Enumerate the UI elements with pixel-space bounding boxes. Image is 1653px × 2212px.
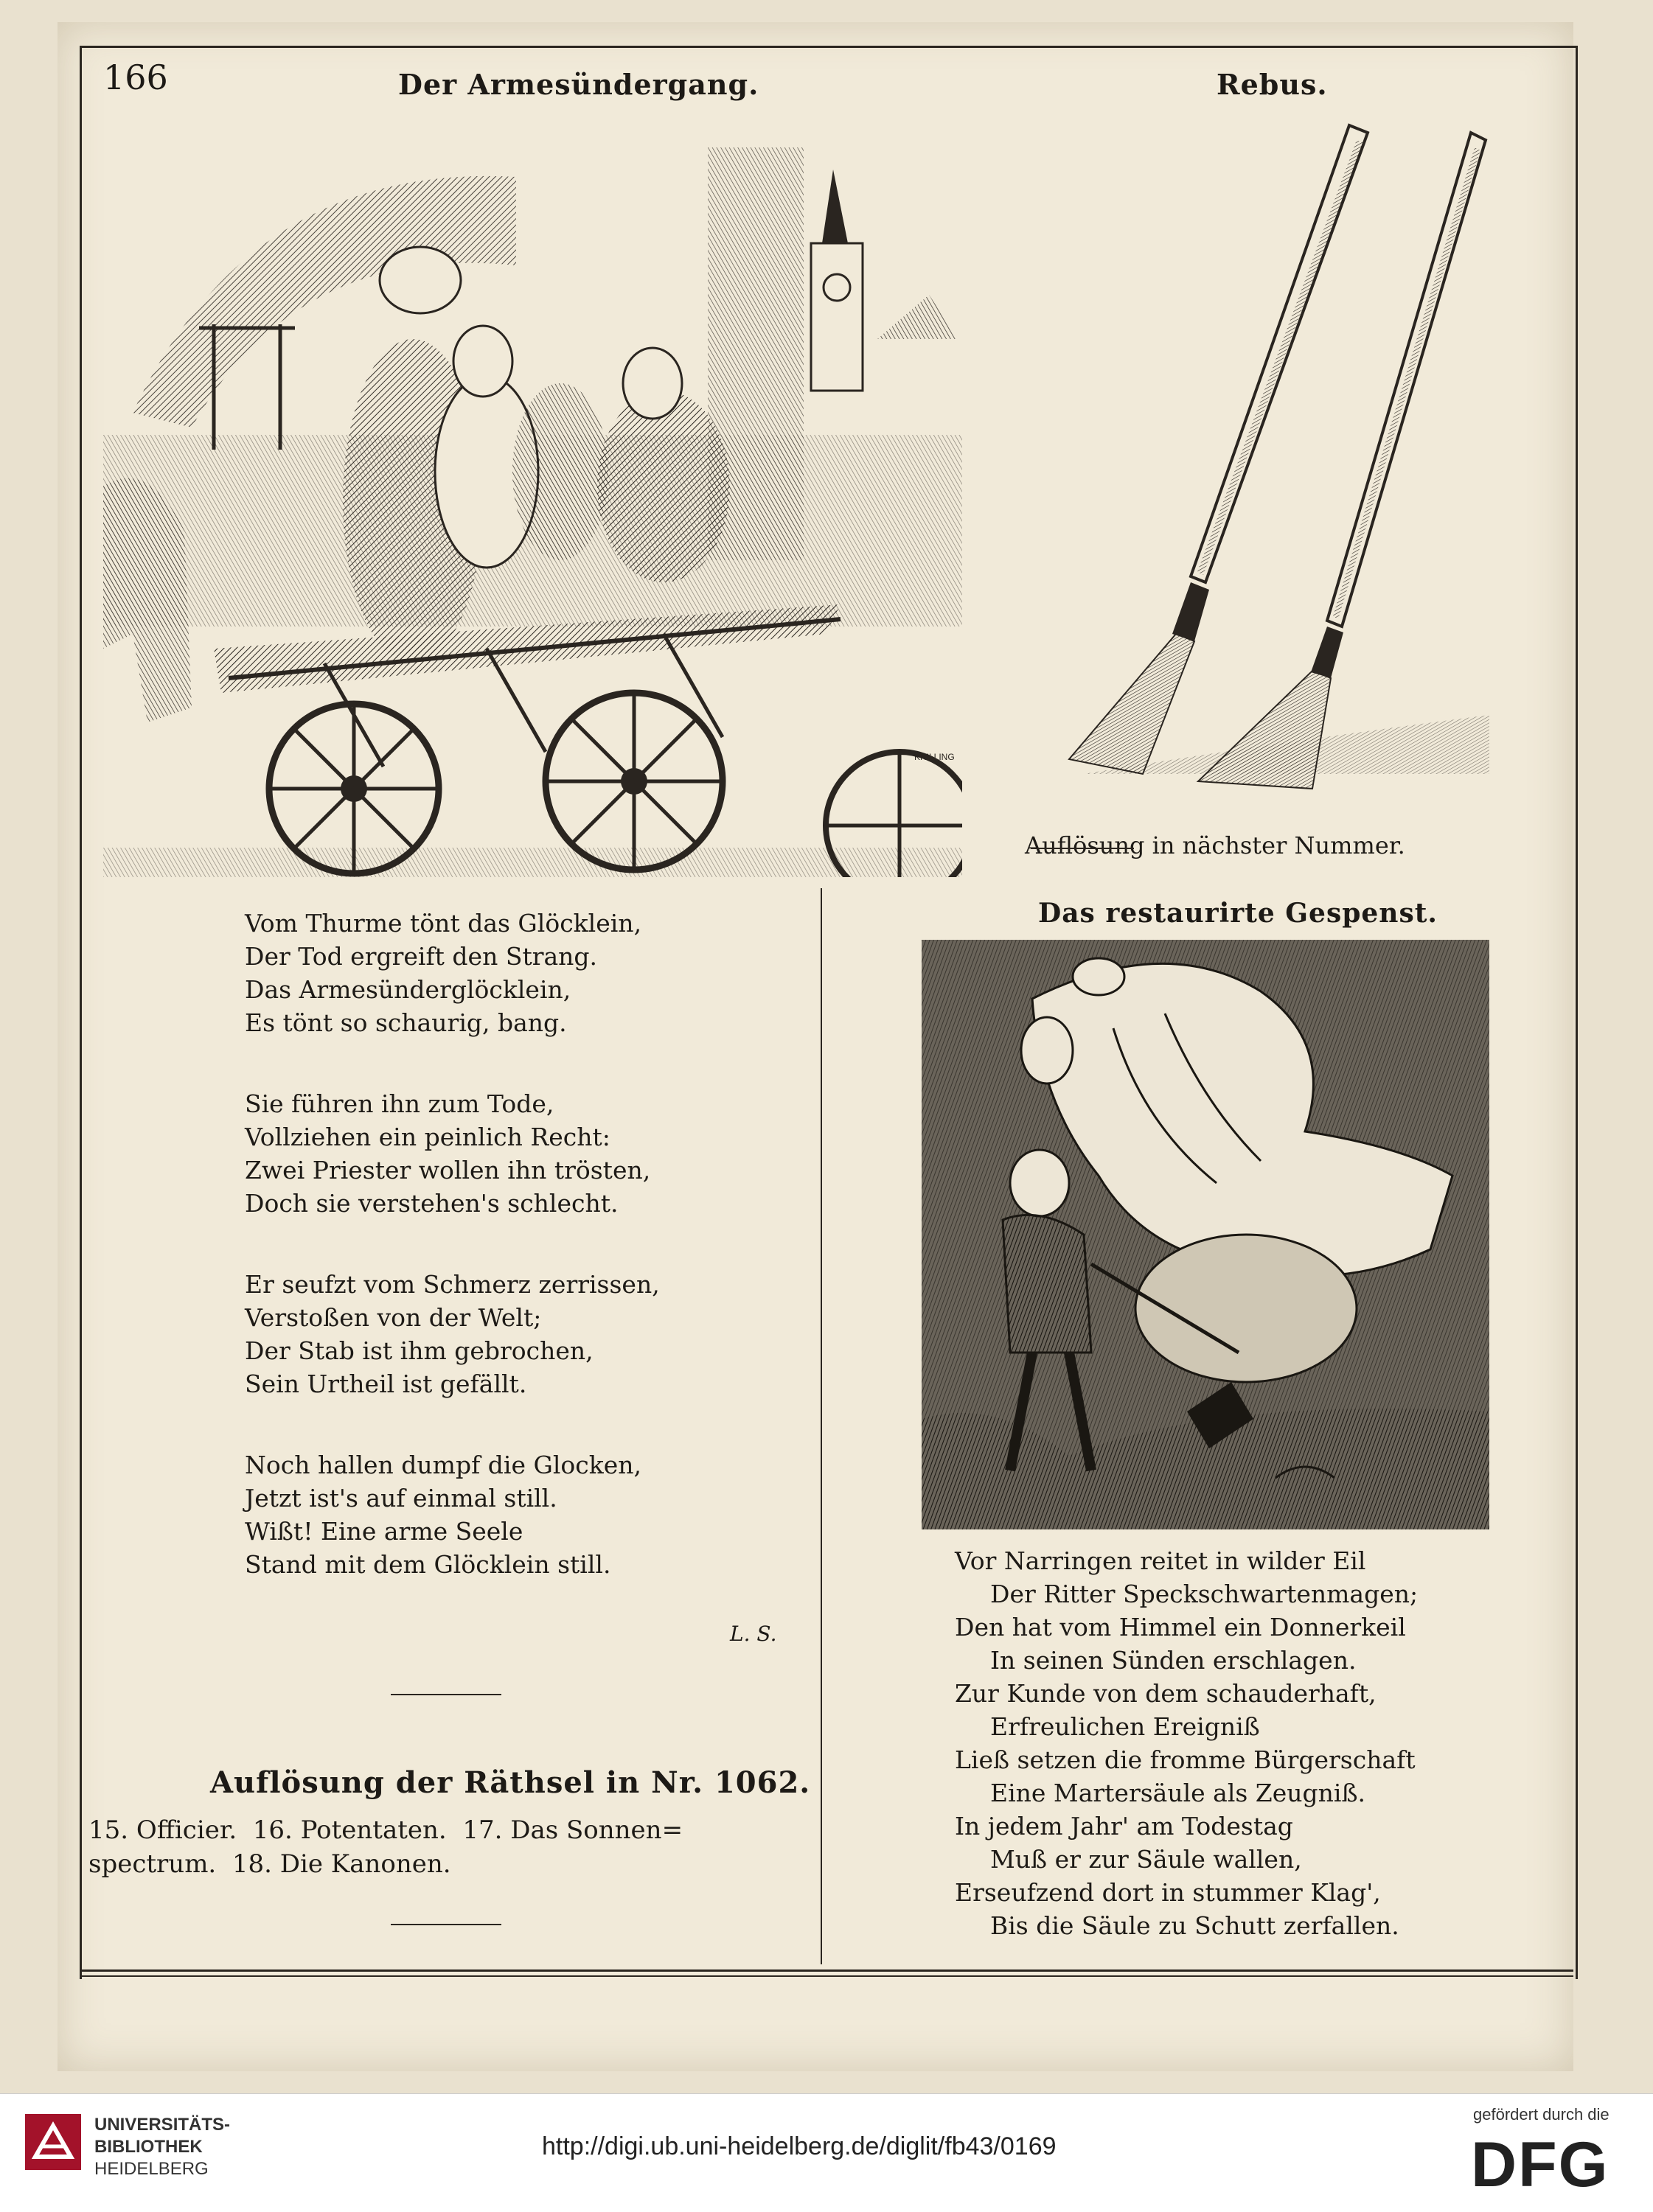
stanza [245,1268,660,1400]
poem-line: Vollziehen ein peinlich Recht: [245,1123,610,1151]
solution-line: 15. Officier. 16. Potentaten. 17. Das Sonnen= [88,1815,683,1845]
solution-title: Auflösung der Räthsel in Nr. 1062. [210,1765,811,1800]
separator-rule [391,1924,501,1925]
poem-line: Der Tod ergreift den Strang. [245,942,598,971]
poem-line: In jedem Jahr' am Todestag [955,1812,1293,1841]
dfg-logo[interactable]: DFG [1471,2129,1610,2200]
solution-text [88,1813,683,1881]
poem-line: Noch hallen dumpf die Glocken, [245,1451,642,1479]
library-line-3: HEIDELBERG [94,2159,209,2179]
illustration-restaurirte-gespenst [922,940,1489,1529]
poem-line: Eine Martersäule als Zeugniß. [990,1779,1365,1807]
poem-line: Ließ setzen die fromme Bürgerschaft [955,1745,1416,1774]
separator-rule [391,1694,501,1695]
poem-line: In seinen Sünden erschlagen. [990,1646,1357,1675]
left-poem [245,907,660,1629]
poem-line: Sie führen ihn zum Tode, [245,1089,554,1118]
poem-line: Das Armesünderglöcklein, [245,975,571,1004]
bottom-rule [80,1969,1573,1972]
engraver-signature: KNILLING [914,752,955,762]
left-title: Der Armesündergang. [398,68,759,101]
rebus-caption: Auflösung in nächster Nummer. [1025,831,1405,859]
poem-line: Vor Narringen reitet in wilder Eil [955,1546,1366,1575]
bottom-rule-double [80,1975,1573,1977]
stanza [245,1448,660,1581]
author-signature: L. S. [730,1622,777,1646]
poem-line: Doch sie verstehen's schlecht. [245,1189,619,1218]
poem-line: Muß er zur Säule wallen, [990,1845,1302,1874]
rebus-title: Rebus. [1217,68,1328,101]
document-url-link[interactable]: http://digi.ub.uni-heidelberg.de/diglit/fb43/0169 [542,2132,1057,2160]
university-name [94,2114,230,2180]
poem-line: Er seufzt vom Schmerz zerrissen, [245,1270,660,1299]
poem-line: Stand mit dem Glöcklein still. [245,1550,611,1579]
poem-line: Erseufzend dort in stummer Klag', [955,1878,1381,1907]
illustration-rebus-brooms [1040,111,1497,803]
poem-line: Verstoßen von der Welt; [245,1303,542,1332]
poem-line: Zwei Priester wollen ihn trösten, [245,1156,651,1184]
column-divider [821,888,822,1964]
poem-line: Jetzt ist's auf einmal still. [245,1484,557,1513]
funded-by-label: gefördert durch die [1473,2105,1610,2124]
library-line-1: UNIVERSITÄTS- [94,2115,231,2135]
solution-line: spectrum. 18. Die Kanonen. [88,1849,451,1879]
poem-line: Der Ritter Speckschwartenmagen; [990,1580,1419,1608]
illustration-armesuendergang [103,118,962,877]
poem-line: Vom Thurme tönt das Glöcklein, [245,909,642,938]
poem-line: Der Stab ist ihm gebrochen, [245,1336,594,1365]
stanza [245,1087,660,1220]
ub-heidelberg-icon [21,2110,86,2174]
university-logo[interactable] [21,2110,86,2174]
stanza [245,907,660,1039]
page-number: 166 [103,57,168,97]
rebus-separator [1031,848,1134,849]
library-line-2: BIBLIOTHEK [94,2137,203,2157]
poem-line: Wißt! Eine arme Seele [245,1517,523,1546]
right-poem [955,1544,1418,1942]
poem-line: Zur Kunde von dem schauderhaft, [955,1679,1377,1708]
poem-line: Erfreulichen Ereigniß [990,1712,1260,1741]
poem-line: Es tönt so schaurig, bang. [245,1008,567,1037]
poem-line: Den hat vom Himmel ein Donnerkeil [955,1613,1406,1641]
poem-line: Sein Urtheil ist gefällt. [245,1370,527,1398]
poem-line: Bis die Säule zu Schutt zerfallen. [990,1911,1399,1940]
right-title: Das restaurirte Gespenst. [1038,898,1438,929]
